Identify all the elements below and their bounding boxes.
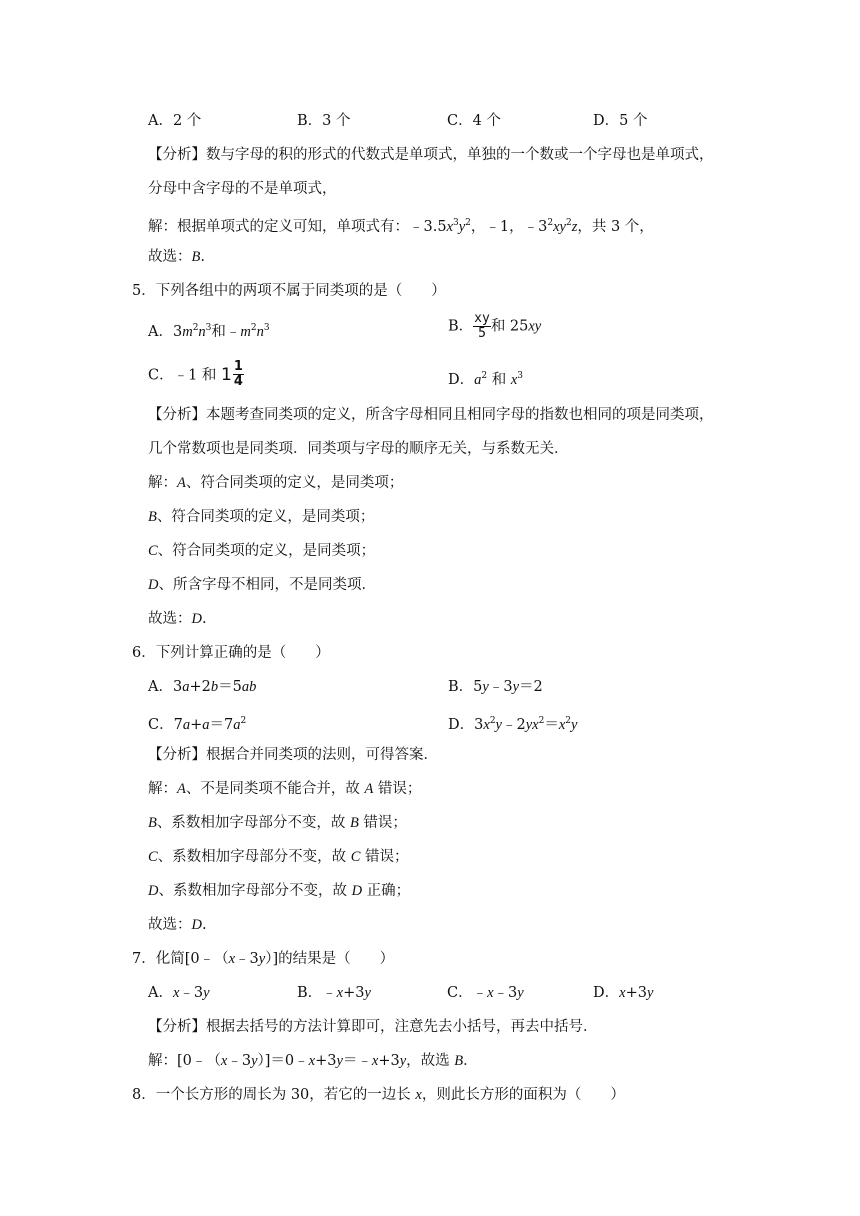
- q6-analysis: 【分析】根据合并同类项的法则，可得答案．: [148, 747, 438, 763]
- q6-option-c: C．$7a+a=7a^2$: [148, 716, 247, 733]
- q4-option-c: C．4 个: [447, 113, 501, 129]
- q4-solution: 解：根据单项式的定义可知，单项式有：$﹣3.5x^3y^2$，﹣1，$﹣3^2xy^2z$，共 3 个，: [148, 218, 654, 235]
- q6-option-b: B．5y﹣3y＝2: [448, 679, 543, 695]
- q5-stem: 5．下列各组中的两项不属于同类项的是（ ）: [132, 283, 446, 299]
- q6-option-a: A．3a+2b＝5ab: [148, 679, 257, 695]
- q5-option-a: A．$3m^2n^3$和$﹣m^2n^3$: [148, 323, 270, 340]
- q4-option-d: D．5 个: [593, 113, 648, 129]
- q5-b-fraction: $\frac{xy}{5}$: [474, 311, 490, 341]
- q5-solution-d: D、所含字母不相同，不是同类项．: [148, 577, 376, 593]
- q7-stem: 7．化简[0﹣（x﹣3y）]的结果是（ ）: [132, 951, 395, 967]
- q6-solution-a: 解：A、不是同类项不能合并，故 A 错误；: [148, 781, 422, 797]
- q5-option-d: D．$a^2$ 和 $x^3$: [448, 371, 524, 388]
- q5-analysis-line2: 几个常数项也是同类项．同类项与字母的顺序无关，与系数无关．: [148, 441, 569, 457]
- q4-option-b: B．3 个: [297, 113, 351, 129]
- q5-solution-a: 解：A、符合同类项的定义，是同类项；: [148, 475, 404, 491]
- q5-option-b: B． $\frac{xy}{5}$ 和 25xy: [448, 311, 542, 341]
- q8-stem: 8．一个长方形的周长为 30，若它的一边长 x，则此长方形的面积为（ ）: [132, 1087, 625, 1103]
- q7-option-b: B．﹣x+3y: [297, 985, 371, 1001]
- q7-option-d: D．x+3y: [593, 985, 654, 1001]
- q6-answer: 故选：D.: [148, 917, 207, 933]
- q7-option-a: A．x﹣3y: [148, 985, 210, 1001]
- q5-answer: 故选：D.: [148, 611, 207, 627]
- q5-solution-b: B、符合同类项的定义，是同类项；: [148, 509, 375, 525]
- q4-analysis-line1: 【分析】数与字母的积的形式的代数式是单项式，单独的一个数或一个字母也是单项式，: [148, 147, 714, 163]
- q6-solution-d: D、系数相加字母部分不变，故 D 正确；: [148, 883, 411, 899]
- q6-solution-c: C、系数相加字母部分不变，故 C 错误；: [148, 849, 409, 865]
- q5-analysis-line1: 【分析】本题考查同类项的定义，所含字母相同且相同字母的指数也相同的项是同类项，: [148, 407, 714, 423]
- q6-solution-b: B、系数相加字母部分不变，故 B 错误；: [148, 815, 407, 831]
- q7-solution: 解：[0﹣（x﹣3y）]＝0﹣x+3y＝﹣x+3y，故选 B．: [148, 1053, 478, 1069]
- q6-stem: 6．下列计算正确的是（ ）: [132, 645, 330, 661]
- q4-option-a: A．2 个: [148, 113, 202, 129]
- q4-answer: 故选：B.: [148, 249, 205, 265]
- q5-solution-c: C、符合同类项的定义，是同类项；: [148, 543, 376, 559]
- q4-analysis-line2: 分母中含字母的不是单项式，: [148, 181, 337, 197]
- q5-option-c: C．﹣1 和 1 $\frac{1}{4}$: [148, 359, 243, 389]
- q5-c-mixed-number: 1 $\frac{1}{4}$: [221, 359, 243, 389]
- q6-option-d: D．$3x^2y﹣2yx^2=x^2y$: [448, 716, 578, 733]
- q7-analysis: 【分析】根据去括号的方法计算即可，注意先去小括号，再去中括号．: [148, 1019, 598, 1035]
- q7-option-c: C．﹣x﹣3y: [447, 985, 524, 1001]
